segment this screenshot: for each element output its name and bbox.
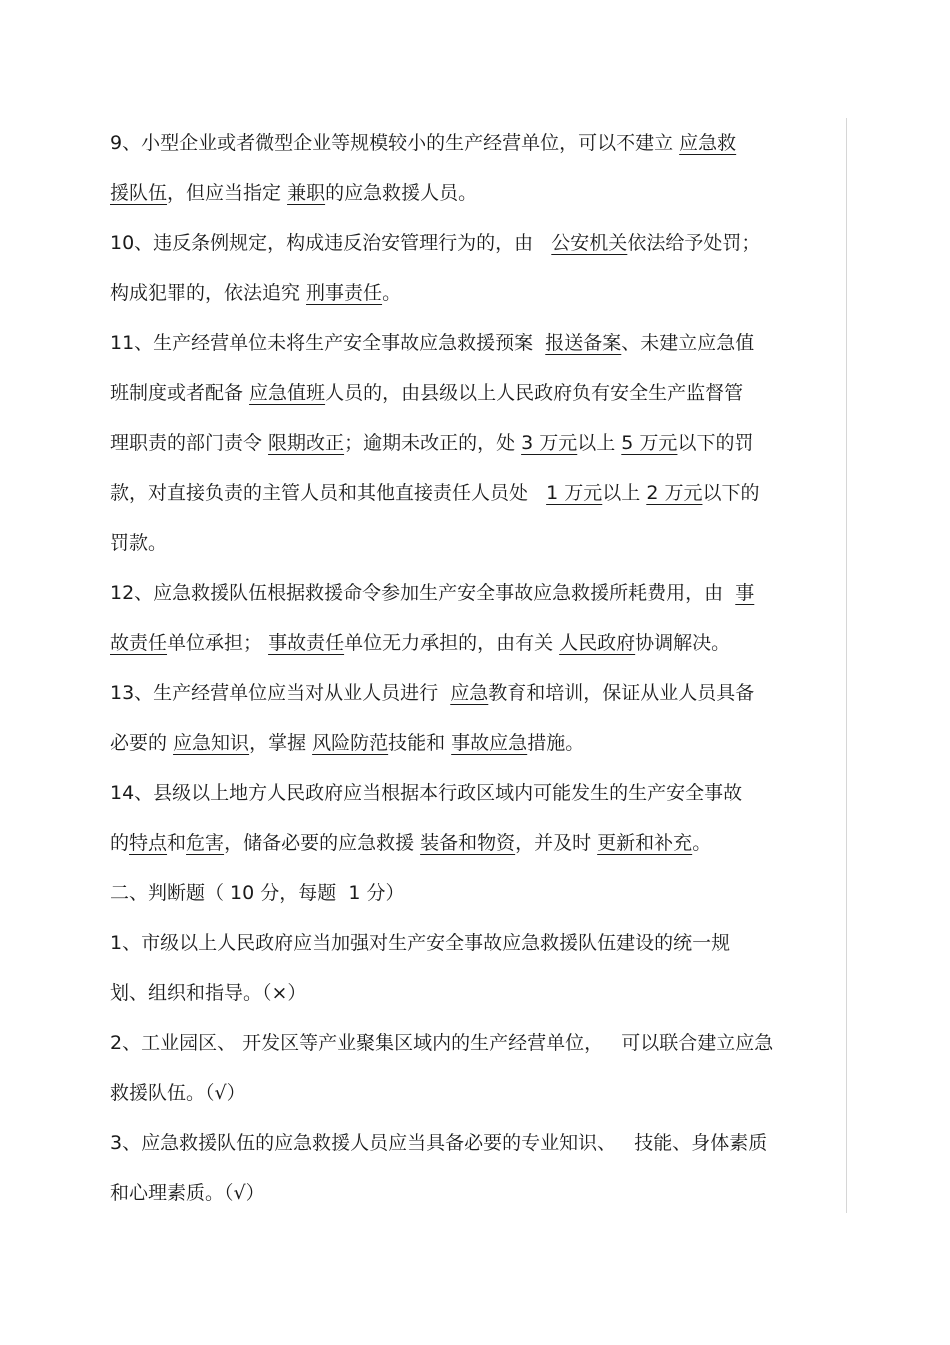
text-run: 11、生产经营单位未将生产安全事故应急救援预案 <box>110 332 546 354</box>
fill-in-answer: 故责任 <box>110 632 168 654</box>
text-run: 和 <box>167 832 187 854</box>
text-line <box>110 380 743 406</box>
text-run: 构成犯罪的，依法追究 <box>110 282 307 304</box>
text-line <box>110 930 730 956</box>
text-run: 。 <box>692 832 712 854</box>
fill-in-answer: 限期改正 <box>268 432 345 454</box>
text-run: 依法给予处罚； <box>627 232 761 254</box>
text-run: 救援队伍。（√） <box>110 1082 246 1104</box>
text-run: 教育和培训，保证从业人员具备 <box>488 682 755 704</box>
text-line <box>110 580 754 606</box>
text-run: 单位承担； <box>167 632 269 654</box>
text-run: 以下的罚 <box>677 432 754 454</box>
fill-in-answer: 应急值班 <box>249 382 326 404</box>
fill-in-answer: 特点 <box>129 832 168 854</box>
text-run: 、未建立应急值 <box>621 332 755 354</box>
fill-in-answer: 更新和补充 <box>597 832 693 854</box>
text-line <box>110 980 306 1006</box>
text-run: 和心理素质。（√） <box>110 1182 265 1204</box>
text-run: 14、县级以上地方人民政府应当根据本行政区域内可能发生的生产安全事故 <box>110 782 743 804</box>
text-run: ，并及时 <box>515 832 598 854</box>
fill-in-answer: 1 万元 <box>546 482 603 504</box>
text-line <box>110 780 742 806</box>
fill-in-answer: 应急知识 <box>173 732 250 754</box>
text-line <box>110 280 401 306</box>
text-run: 协调解决。 <box>635 632 731 654</box>
text-run: ，掌握 <box>249 732 313 754</box>
fill-in-answer: 援队伍 <box>110 182 168 204</box>
fill-in-answer: 风险防范 <box>312 732 389 754</box>
text-line <box>110 680 754 706</box>
text-line <box>110 630 730 656</box>
text-line <box>110 1130 767 1156</box>
fill-in-answer: 应急 <box>450 682 489 704</box>
text-run: 13、生产经营单位应当对从业人员进行 <box>110 682 451 704</box>
text-run: 10、违反条例规定，构成违反治安管理行为的，由 <box>110 232 552 254</box>
text-run: 必要的 <box>110 732 174 754</box>
text-run: 措施。 <box>527 732 585 754</box>
fill-in-answer: 装备和物资 <box>420 832 516 854</box>
fill-in-answer: 事故应急 <box>451 732 528 754</box>
fill-in-answer: 5 万元 <box>621 432 678 454</box>
text-line <box>110 330 754 356</box>
fill-in-answer: 2 万元 <box>646 482 703 504</box>
text-run: 1、市级以上人民政府应当加强对生产安全事故应急救援队伍建设的统一规 <box>110 932 731 954</box>
text-line <box>110 130 736 156</box>
text-run: 以下的 <box>702 482 760 504</box>
fill-in-answer: 兼职 <box>287 182 326 204</box>
text-run: 划、组织和指导。（×） <box>110 982 307 1004</box>
text-run: 。 <box>382 282 402 304</box>
text-line <box>110 530 167 556</box>
text-line <box>110 180 477 206</box>
text-line <box>110 1030 773 1056</box>
text-run: 的 <box>110 832 130 854</box>
text-line <box>110 480 759 506</box>
text-run: 二、判断题（ 10 分，每题 1 分） <box>110 882 405 904</box>
text-run: ，但应当指定 <box>167 182 288 204</box>
fill-in-answer: 危害 <box>186 832 225 854</box>
fill-in-answer: 人民政府 <box>559 632 636 654</box>
text-run: 罚款。 <box>110 532 168 554</box>
text-run: 的应急救援人员。 <box>325 182 478 204</box>
text-line <box>110 730 584 756</box>
text-run: ，储备必要的应急救援 <box>224 832 421 854</box>
fill-in-answer: 报送备案 <box>545 332 622 354</box>
text-line <box>110 230 760 256</box>
text-run: 12、应急救援队伍根据救援命令参加生产安全事故应急救援所耗费用，由 <box>110 582 736 604</box>
fill-in-answer: 刑事责任 <box>306 282 383 304</box>
text-run: 人员的，由县级以上人民政府负有安全生产监督管 <box>325 382 744 404</box>
text-run: 以上 <box>602 482 647 504</box>
text-line <box>110 880 404 906</box>
text-run: 3、应急救援队伍的应急救援人员应当具备必要的专业知识、 技能、身体素质 <box>110 1132 768 1154</box>
text-run: 理职责的部门责令 <box>110 432 269 454</box>
text-run: 以上 <box>577 432 622 454</box>
text-line <box>110 430 753 456</box>
fill-in-answer: 事故责任 <box>268 632 345 654</box>
fill-in-answer: 事 <box>735 582 755 604</box>
fill-in-answer: 公安机关 <box>551 232 628 254</box>
right-margin-rule <box>846 118 847 1213</box>
text-run: 单位无力承担的，由有关 <box>344 632 560 654</box>
text-run: 9、小型企业或者微型企业等规模较小的生产经营单位，可以不建立 <box>110 132 674 154</box>
fill-in-answer: 3 万元 <box>521 432 578 454</box>
text-line <box>110 1080 246 1106</box>
text-line <box>110 830 711 856</box>
text-run: 班制度或者配备 <box>110 382 250 404</box>
text-run: 技能和 <box>388 732 452 754</box>
text-run: 款，对直接负责的主管人员和其他直接责任人员处 <box>110 482 547 504</box>
text-run: 2、工业园区、 开发区等产业聚集区域内的生产经营单位， 可以联合建立应急 <box>110 1032 774 1054</box>
fill-in-answer: 应急救 <box>679 132 737 154</box>
text-run: ；逾期未改正的，处 <box>344 432 522 454</box>
text-line <box>110 1180 265 1206</box>
